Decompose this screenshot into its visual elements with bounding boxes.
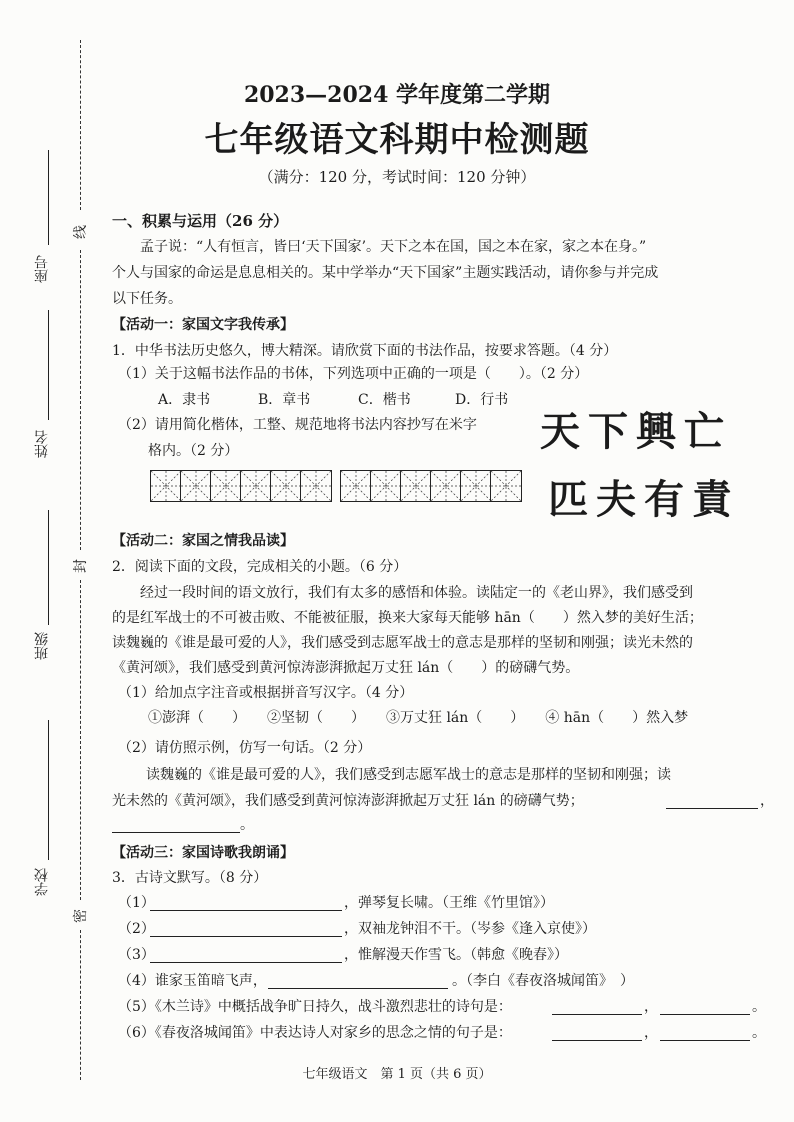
exam-term: 2023—2024 学年度第二学期 [243, 82, 551, 108]
calligraphy-line1: 天下興亡 [540, 408, 732, 455]
poem6-comma: ， [644, 1025, 658, 1041]
poem4-text: （4）谁家玉笛暗飞声， [118, 973, 267, 989]
binding-seal-char: 封 [73, 559, 89, 573]
activity2-title: 【活动二：家国之情我品读】 [112, 533, 294, 549]
name-blank-line[interactable] [48, 310, 49, 420]
passage-line2: 的是红军战士的不可被击败、不能被征服，换来大家每天能够 hān（ ）然入梦的美好生活； [112, 610, 703, 626]
question1-2-line2: 格内。（2 分） [148, 443, 239, 459]
question2-2: （2）请仿照示例，仿写一句话。（2 分） [118, 740, 372, 756]
poem4-answer-blank[interactable] [268, 974, 448, 989]
poem1-text: ，弹琴复长啸。（王维《竹里馆》） [344, 895, 554, 911]
question1: 1．中华书法历史悠久，博大精深。请欣赏下面的书法作品，按要求答题。（4 分） [112, 343, 618, 359]
section1-intro-line1: 孟子说：“人有恒言，皆曰‘天下国家’。天下之本在国，国之本在家，家之本在身。” [140, 239, 647, 255]
poem6-answer-blank-2[interactable] [660, 1026, 750, 1041]
mi-grid-cell[interactable] [371, 471, 401, 501]
mi-grid-cell[interactable] [181, 471, 211, 501]
option-d[interactable]: D．行书 [455, 392, 509, 408]
poem3-answer-blank[interactable] [150, 948, 342, 963]
poem5-comma: ， [644, 999, 658, 1015]
poem2-number: （2） [118, 921, 155, 937]
option-a[interactable]: A．隶书 [158, 392, 211, 408]
section1-title: 一、积累与运用（26 分） [112, 212, 289, 230]
poem2-answer-blank[interactable] [150, 922, 342, 937]
poem6-answer-blank-1[interactable] [552, 1026, 642, 1041]
class-label: 班级 [34, 632, 50, 660]
activity3-title: 【活动三：家国诗歌我朗诵】 [112, 845, 294, 861]
poem3-number: （3） [118, 947, 155, 963]
poem5-answer-blank-2[interactable] [660, 1000, 750, 1015]
question2-1-items[interactable]: ①澎湃（ ） ②坚韧（ ） ③万丈狂 lán（ ） ④ hān（ ）然入梦 [148, 710, 689, 726]
question3: 3．古诗文默写。（8 分） [112, 870, 268, 886]
question1-1: （1）关于这幅书法作品的书体，下列选项中正确的一项是（ ）。（2 分） [118, 366, 589, 382]
binding-secret-char: 密 [73, 909, 89, 923]
example-end-period: 。 [240, 817, 254, 833]
activity1-title: 【活动一：家国文字我传承】 [112, 317, 294, 333]
exam-score-time: （满分：120 分，考试时间：120 分钟） [258, 168, 536, 186]
mi-grid-cell[interactable] [241, 471, 271, 501]
poem4-end: 。（李白《春夜洛城闻笛》 ） [452, 973, 634, 989]
binding-line-char: 线 [73, 225, 89, 239]
class-blank-line[interactable] [48, 510, 49, 625]
mi-grid-cell[interactable] [401, 471, 431, 501]
mi-grid-cell[interactable] [461, 471, 491, 501]
poem3-text: ，惟解漫天作雪飞。（韩愈《晚春》） [344, 947, 568, 963]
seat-label: 座号 [34, 255, 50, 283]
mi-grid-cell[interactable] [211, 471, 241, 501]
poem2-text: ，双袖龙钟泪不干。（岑参《逢入京使》） [344, 921, 596, 937]
calligraphy-line2: 匹夫有責 [548, 476, 740, 523]
mi-grid-group-1[interactable] [150, 470, 332, 502]
poem6-period: 。 [752, 1025, 766, 1041]
mi-grid-cell[interactable] [341, 471, 371, 501]
option-c[interactable]: C．楷书 [358, 392, 411, 408]
seat-blank-line[interactable] [48, 150, 49, 245]
school-blank-line[interactable] [48, 720, 49, 860]
mi-grid-cell[interactable] [151, 471, 181, 501]
poem5-text: （5）《木兰诗》中概括战争旷日持久，战斗激烈悲壮的诗句是： [118, 999, 512, 1015]
exam-title: 七年级语文科期中检测题 [204, 120, 590, 160]
section1-intro-line2: 个人与国家的命运是息息相关的。某中学举办“天下国家”主题实践活动，请你参与并完成 [112, 265, 659, 281]
poem1-number: （1） [118, 895, 155, 911]
passage-line1: 经过一段时间的语文放行，我们有太多的感悟和体验。读陆定一的《老山界》，我们感受到 [140, 585, 693, 601]
passage-line4: 《黄河颂》，我们感受到黄河惊涛澎湃掀起万丈狂 lán（ ）的磅礴气势。 [112, 660, 580, 676]
page-footer: 七年级语文 第 1 页（共 6 页） [302, 1067, 492, 1082]
binding-dashed-line-bottom [80, 930, 81, 1080]
option-b[interactable]: B．章书 [258, 392, 311, 408]
poem1-answer-blank[interactable] [150, 896, 342, 911]
example-end-comma: ， [760, 793, 774, 809]
poem5-period: 。 [752, 999, 766, 1015]
mi-grid-cell[interactable] [431, 471, 461, 501]
question2-1: （1）给加点字注音或根据拼音写汉字。（4 分） [118, 685, 414, 701]
mi-grid-cell[interactable] [301, 471, 331, 501]
example-line2: 光未然的《黄河颂》，我们感受到黄河惊涛澎湃掀起万丈狂 lán 的磅礴气势； [112, 793, 584, 809]
poem6-text: （6）《春夜洛城闻笛》中表达诗人对家乡的思念之情的句子是： [118, 1025, 512, 1041]
mi-grid-cell[interactable] [491, 471, 521, 501]
passage-line3: 读魏巍的《谁是最可爱的人》，我们感受到志愿军战士的意志是那样的坚韧和刚强；读光未然的 [112, 635, 693, 651]
imitation-answer-blank-2[interactable] [112, 818, 240, 833]
name-label: 姓名 [34, 430, 50, 458]
section1-intro-line3: 以下任务。 [112, 291, 182, 307]
mi-grid-group-2[interactable] [340, 470, 522, 502]
imitation-answer-blank-1[interactable] [666, 794, 758, 809]
binding-dashed-line-mid [80, 250, 81, 550]
question1-2-line1: （2）请用简化楷体，工整、规范地将书法内容抄写在米字 [118, 417, 477, 433]
school-label: 学校 [34, 868, 50, 896]
poem5-answer-blank-1[interactable] [552, 1000, 642, 1015]
binding-dashed-line-mid2 [80, 580, 81, 900]
example-line1: 读魏巍的《谁是最可爱的人》，我们感受到志愿军战士的意志是那样的坚韧和刚强；读 [146, 767, 671, 783]
mi-grid-cell[interactable] [271, 471, 301, 501]
question2: 2．阅读下面的文段，完成相关的小题。（6 分） [112, 559, 408, 575]
